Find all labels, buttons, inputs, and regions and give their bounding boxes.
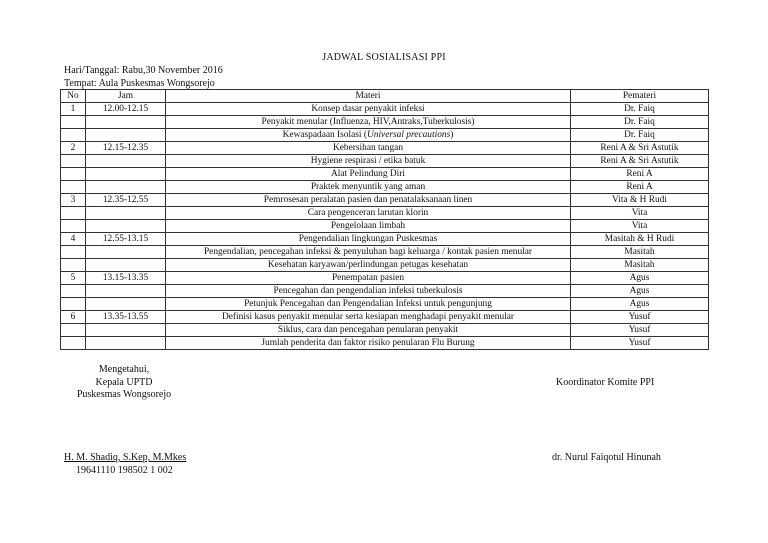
cell-jam: 12.15-12.35 bbox=[86, 142, 166, 155]
cell-no bbox=[61, 168, 86, 181]
signature-right-title: Koordinator Komite PPI bbox=[556, 377, 655, 388]
table-row bbox=[61, 259, 709, 272]
table-row bbox=[61, 298, 709, 311]
cell-no: 1 bbox=[61, 103, 86, 116]
cell-materi: Alat Pelindung Diri bbox=[166, 168, 571, 181]
cell-materi: Pemrosesan peralatan pasien dan penatalaksanaan linen bbox=[166, 194, 571, 207]
table-row bbox=[61, 220, 709, 233]
cell-no bbox=[61, 246, 86, 259]
cell-materi: Kebersihan tangan bbox=[166, 142, 571, 155]
table-header-row bbox=[61, 90, 709, 103]
cell-pemateri: Reni A & Sri Astutik bbox=[571, 142, 709, 155]
cell-no bbox=[61, 181, 86, 194]
cell-materi: Penyakit menular (Influenza, HIV,Antraks,Tuberkulosis) bbox=[166, 116, 571, 129]
cell-jam: 13.35-13.55 bbox=[86, 311, 166, 324]
cell-pemateri: Vita bbox=[571, 220, 709, 233]
table-row bbox=[61, 285, 709, 298]
document-title: JADWAL SOSIALISASI PPI bbox=[322, 52, 446, 63]
schedule-body bbox=[61, 103, 709, 350]
cell-pemateri: Reni A bbox=[571, 168, 709, 181]
cell-jam bbox=[86, 337, 166, 350]
cell-no bbox=[61, 285, 86, 298]
cell-no bbox=[61, 207, 86, 220]
cell-materi: Pengendalian, pencegahan infeksi & penyuluhan bagi keluarga / kontak pasien menular bbox=[166, 246, 571, 259]
cell-no bbox=[61, 116, 86, 129]
cell-no bbox=[61, 129, 86, 142]
header-no: No bbox=[61, 90, 86, 103]
cell-jam bbox=[86, 298, 166, 311]
cell-pemateri: Masitah & H Rudi bbox=[571, 233, 709, 246]
table-row bbox=[61, 311, 709, 324]
cell-pemateri: Agus bbox=[571, 285, 709, 298]
cell-materi: Jumlah penderita dan faktor risiko penularan Flu Burung bbox=[166, 337, 571, 350]
cell-materi-italic: Universal precautions bbox=[366, 130, 451, 140]
cell-materi: Pencegahan dan pengendalian infeksi tuberkulosis bbox=[166, 285, 571, 298]
cell-pemateri: Reni A bbox=[571, 181, 709, 194]
header-jam: Jam bbox=[86, 90, 166, 103]
cell-no: 4 bbox=[61, 233, 86, 246]
cell-pemateri: Masitah bbox=[571, 259, 709, 272]
cell-jam bbox=[86, 168, 166, 181]
cell-materi: Kesehatan karyawan/perlindungan petugas kesehatan bbox=[166, 259, 571, 272]
table-row bbox=[61, 324, 709, 337]
cell-materi: Pengendalian lingkungan Puskesmas bbox=[166, 233, 571, 246]
signature-left-line3: Puskesmas Wongsorejo bbox=[76, 389, 172, 400]
cell-pemateri: Yusuf bbox=[571, 324, 709, 337]
table-row bbox=[61, 246, 709, 259]
cell-pemateri: Yusuf bbox=[571, 311, 709, 324]
table-row bbox=[61, 337, 709, 350]
signature-left-line2: Kepala UPTD bbox=[95, 376, 153, 388]
signature-left-name: H. M. Shadiq, S.Kep, M.Mkes bbox=[64, 452, 187, 463]
signature-right-name: dr. Nurul Faiqotul Hinunah bbox=[552, 452, 661, 463]
cell-jam: 13.15-13.35 bbox=[86, 272, 166, 285]
cell-jam bbox=[86, 324, 166, 337]
cell-no: 3 bbox=[61, 194, 86, 207]
cell-materi: Penempatan pasien bbox=[166, 272, 571, 285]
cell-jam bbox=[86, 259, 166, 272]
signature-left-name-block bbox=[64, 452, 186, 477]
table-row bbox=[61, 129, 709, 142]
cell-pemateri: Masitah bbox=[571, 246, 709, 259]
place-line: Tempat: Aula Puskesmas Wongsorejo bbox=[64, 78, 215, 89]
cell-pemateri: Dr. Faiq bbox=[571, 103, 709, 116]
cell-jam bbox=[86, 246, 166, 259]
cell-no: 2 bbox=[61, 142, 86, 155]
table-row bbox=[61, 103, 709, 116]
cell-jam bbox=[86, 220, 166, 233]
table-row bbox=[61, 207, 709, 220]
cell-jam bbox=[86, 116, 166, 129]
cell-no bbox=[61, 155, 86, 168]
cell-jam bbox=[86, 207, 166, 220]
table-row bbox=[61, 116, 709, 129]
table-row bbox=[61, 155, 709, 168]
signature-left-nip: 19641110 198502 1 002 bbox=[76, 464, 173, 476]
signature-left-block bbox=[64, 364, 184, 402]
cell-pemateri: Vita bbox=[571, 207, 709, 220]
cell-materi: Hygiene respirasi / etika batuk bbox=[166, 155, 571, 168]
cell-materi-end: ) bbox=[450, 130, 454, 140]
date-line: Hari/Tanggal: Rabu,30 November 2016 bbox=[64, 65, 223, 76]
schedule-table bbox=[60, 89, 709, 350]
cell-no bbox=[61, 259, 86, 272]
table-row bbox=[61, 168, 709, 181]
cell-jam bbox=[86, 285, 166, 298]
cell-no bbox=[61, 298, 86, 311]
table-row bbox=[61, 194, 709, 207]
cell-materi: Petunjuk Pencegahan dan Pengendalian Infeksi untuk pengunjung bbox=[166, 298, 571, 311]
cell-jam bbox=[86, 155, 166, 168]
cell-pemateri: Vita & H Rudi bbox=[571, 194, 709, 207]
cell-pemateri: Reni A & Sri Astutik bbox=[571, 155, 709, 168]
cell-pemateri: Dr. Faiq bbox=[571, 129, 709, 142]
signature-left-line1: Mengetahui, bbox=[98, 364, 150, 375]
table-row bbox=[61, 142, 709, 155]
cell-pemateri: Agus bbox=[571, 298, 709, 311]
cell-materi: Definisi kasus penyakit menular serta kesiapan menghadapi penyakit menular bbox=[166, 311, 571, 324]
cell-no bbox=[61, 220, 86, 233]
header-materi: Materi bbox=[166, 90, 571, 103]
table-row bbox=[61, 272, 709, 285]
cell-jam: 12.55-13.15 bbox=[86, 233, 166, 246]
cell-pemateri: Yusuf bbox=[571, 337, 709, 350]
cell-no bbox=[61, 337, 86, 350]
cell-jam bbox=[86, 181, 166, 194]
cell-pemateri: Dr. Faiq bbox=[571, 116, 709, 129]
cell-no: 5 bbox=[61, 272, 86, 285]
cell-materi bbox=[166, 129, 571, 142]
cell-materi: Siklus, cara dan pencegahan penularan penyakit bbox=[166, 324, 571, 337]
cell-materi: Cara pengenceran larutan klorin bbox=[166, 207, 571, 220]
cell-materi-text: Kewaspadaan Isolasi ( bbox=[282, 130, 367, 140]
cell-materi: Pengelolaan limbah bbox=[166, 220, 571, 233]
table-row bbox=[61, 181, 709, 194]
cell-materi: Praktek menyuntik yang aman bbox=[166, 181, 571, 194]
cell-no: 6 bbox=[61, 311, 86, 324]
table-row bbox=[61, 233, 709, 246]
cell-jam: 12.35-12.55 bbox=[86, 194, 166, 207]
cell-no bbox=[61, 324, 86, 337]
cell-jam bbox=[86, 129, 166, 142]
cell-pemateri: Agus bbox=[571, 272, 709, 285]
cell-jam: 12.00-12.15 bbox=[86, 103, 166, 116]
header-pemateri: Pemateri bbox=[571, 90, 709, 103]
cell-materi: Konsep dasar penyakit infeksi bbox=[166, 103, 571, 116]
